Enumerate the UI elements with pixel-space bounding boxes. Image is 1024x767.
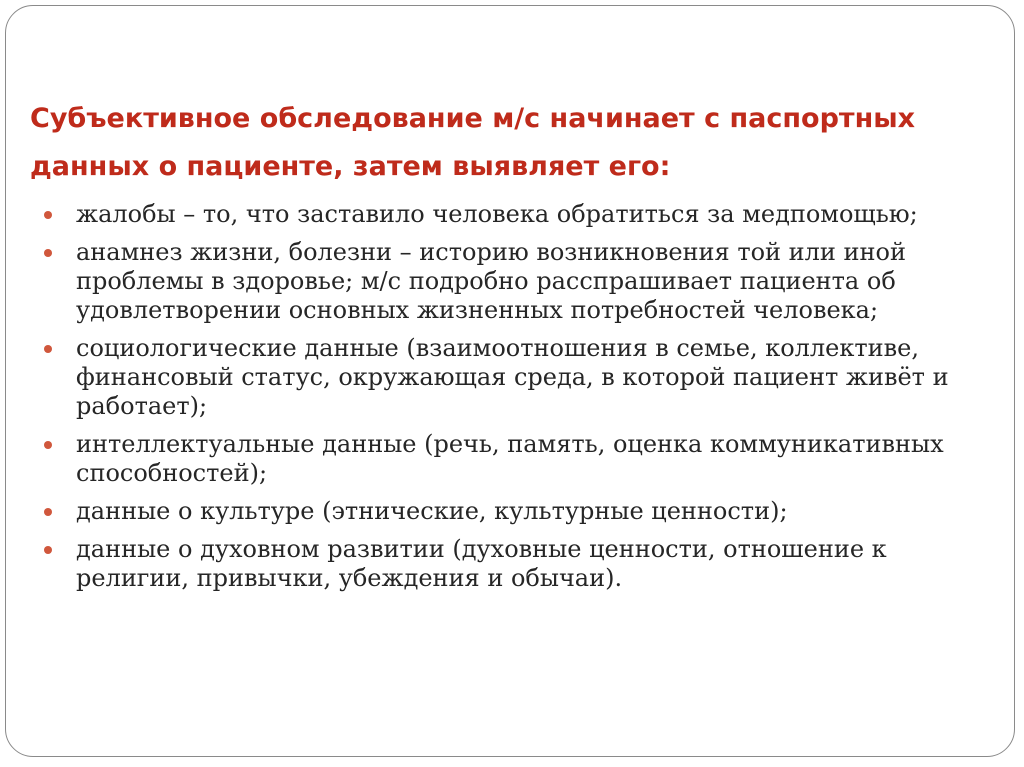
bullet-item-sociological <box>40 334 960 421</box>
bullet-item-culture <box>40 497 960 526</box>
bullet-dot-icon <box>44 249 52 257</box>
bullet-text: интеллектуальные данные (речь, память, оценка коммуникативных способностей); <box>76 430 944 487</box>
bullet-list <box>40 200 960 602</box>
bullet-item-spiritual <box>40 535 960 593</box>
bullet-text: данные о духовном развитии (духовные ценности, отношение к религии, привычки, убеждения и обычаи). <box>76 535 887 592</box>
bullet-item-complaints <box>40 200 960 229</box>
bullet-text: жалобы – то, что заставило человека обратиться за медпомощью; <box>76 200 918 228</box>
slide-title: Субъективное обследование м/с начинает с паспортных данных о пациенте, затем выявляет его: <box>30 103 916 182</box>
bullet-text: анамнез жизни, болезни – историю возникновения той или иной проблемы в здоровье; м/с подробно расспрашивает пациента об удовлетворении основных жизненных потребностей человека; <box>76 238 906 324</box>
bullet-text: данные о культуре (этнические, культурные ценности); <box>76 497 788 525</box>
bullet-dot-icon <box>44 441 52 449</box>
bullet-text: социологические данные (взаимоотношения в семье, коллективе, финансовый статус, окружающая среда, в которой пациент живёт и работает); <box>76 334 949 420</box>
bullet-item-intellectual <box>40 430 960 488</box>
bullet-dot-icon <box>44 345 52 353</box>
bullet-dot-icon <box>44 211 52 219</box>
bullet-dot-icon <box>44 546 52 554</box>
bullet-dot-icon <box>44 508 52 516</box>
bullet-item-anamnesis <box>40 238 960 325</box>
